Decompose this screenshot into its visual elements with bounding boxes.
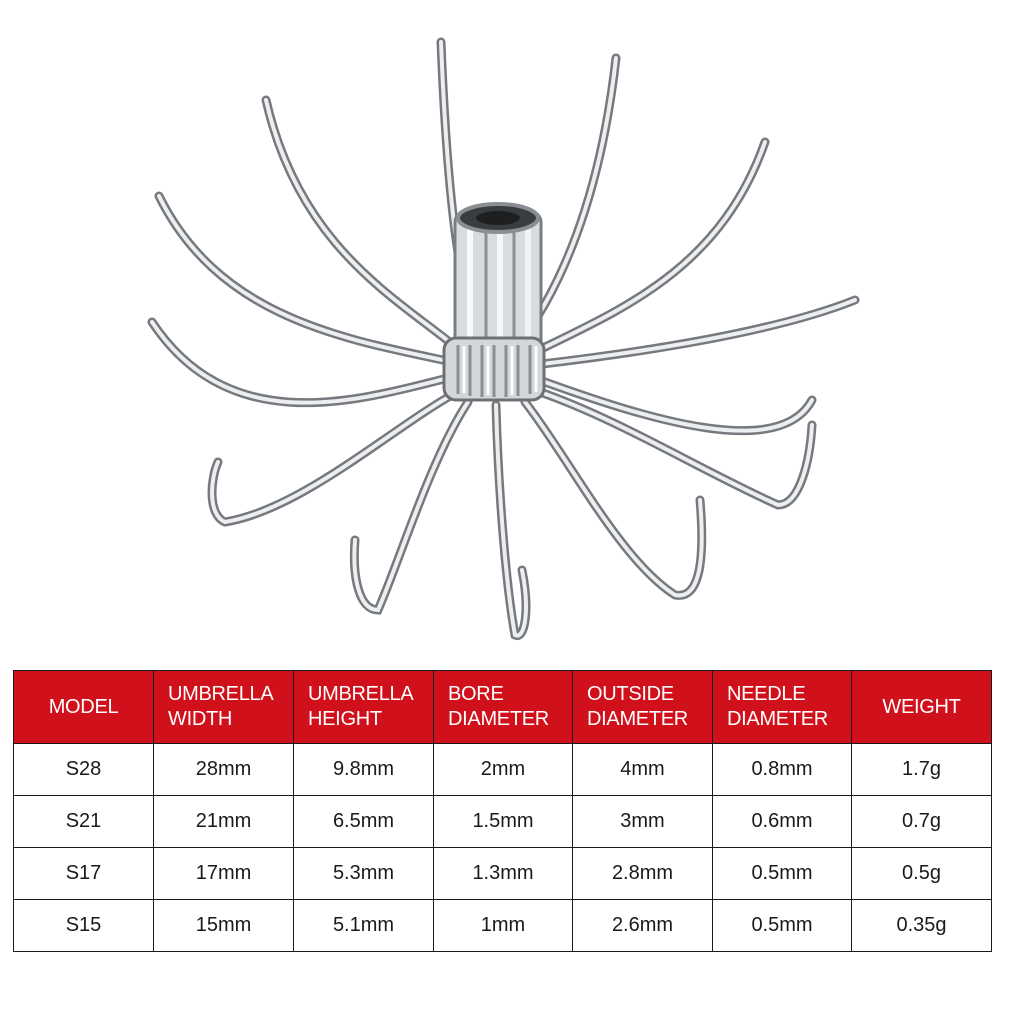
table-header-row <box>14 671 992 744</box>
cell-outside-diameter: 2.8mm <box>573 848 713 900</box>
cell-outside-diameter: 4mm <box>573 744 713 796</box>
table-row <box>14 848 992 900</box>
cell-needle-diameter: 0.6mm <box>713 796 852 848</box>
cell-model: S17 <box>14 848 154 900</box>
hook-wire-outline <box>266 100 462 352</box>
header-bore-diameter: BORE DIAMETER <box>434 671 573 744</box>
cell-model: S28 <box>14 744 154 796</box>
hook-wire-highlight <box>266 100 462 352</box>
cell-umbrella-height: 5.3mm <box>294 848 434 900</box>
cell-outside-diameter: 3mm <box>573 796 713 848</box>
cell-needle-diameter: 0.5mm <box>713 848 852 900</box>
header-outside-diameter: OUTSIDE DIAMETER <box>573 671 713 744</box>
header-needle-diameter: NEEDLE DIAMETER <box>713 671 852 744</box>
hook-wire-highlight <box>525 402 702 595</box>
cell-bore-diameter: 2mm <box>434 744 573 796</box>
cell-weight: 1.7g <box>852 744 992 796</box>
cell-umbrella-height: 5.1mm <box>294 900 434 952</box>
header-weight: WEIGHT <box>852 671 992 744</box>
cell-needle-diameter: 0.8mm <box>713 744 852 796</box>
cell-needle-diameter: 0.5mm <box>713 900 852 952</box>
cell-umbrella-height: 9.8mm <box>294 744 434 796</box>
cell-weight: 0.35g <box>852 900 992 952</box>
table-row <box>14 744 992 796</box>
header-model: MODEL <box>14 671 154 744</box>
header-umbrella-width: UMBRELLA WIDTH <box>154 671 294 744</box>
hook-wire-highlight <box>159 196 452 362</box>
cell-umbrella-width: 28mm <box>154 744 294 796</box>
hook-wire-highlight <box>354 402 468 610</box>
cell-bore-diameter: 1.3mm <box>434 848 573 900</box>
cell-weight: 0.7g <box>852 796 992 848</box>
cell-model: S21 <box>14 796 154 848</box>
cell-bore-diameter: 1.5mm <box>434 796 573 848</box>
cell-umbrella-width: 15mm <box>154 900 294 952</box>
hook-hub <box>444 204 544 400</box>
table-row <box>14 900 992 952</box>
cell-umbrella-width: 17mm <box>154 848 294 900</box>
hook-wire-outline <box>525 402 702 595</box>
cell-outside-diameter: 2.6mm <box>573 900 713 952</box>
cell-model: S15 <box>14 900 154 952</box>
cell-umbrella-height: 6.5mm <box>294 796 434 848</box>
table-row <box>14 796 992 848</box>
header-umbrella-height: UMBRELLA HEIGHT <box>294 671 434 744</box>
hook-wire-highlight <box>152 322 448 403</box>
spec-table <box>13 670 992 952</box>
cell-bore-diameter: 1mm <box>434 900 573 952</box>
cell-weight: 0.5g <box>852 848 992 900</box>
cell-umbrella-width: 21mm <box>154 796 294 848</box>
hook-wire-outline <box>159 196 452 362</box>
hook-wire-outline <box>542 300 855 364</box>
